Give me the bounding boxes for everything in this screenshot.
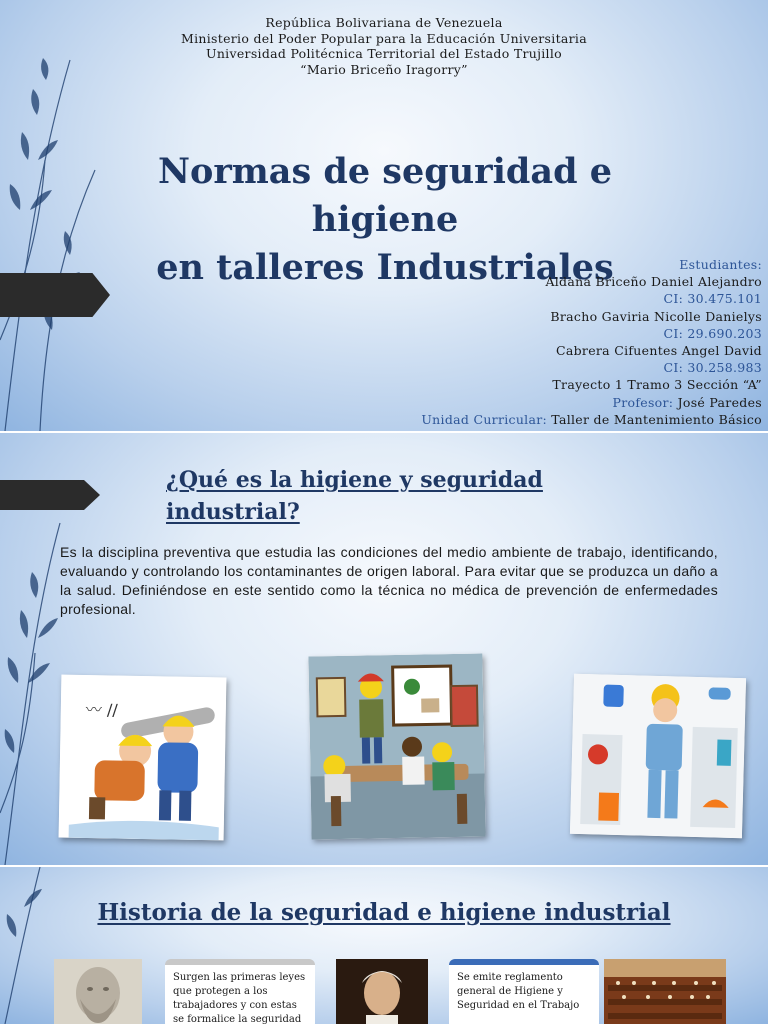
safety-equipment-clipart-image — [570, 674, 746, 838]
student-ci: CI: 30.475.101 — [663, 291, 762, 307]
header-line: Ministerio del Poder Popular para la Educación Universitaria — [181, 30, 587, 46]
safety-training-clipart-image — [308, 653, 485, 839]
students-block — [342, 256, 762, 428]
header-line: “Mario Briceño Iragorry” — [300, 61, 468, 77]
question-title: ¿Qué es la higiene y seguridad industrial? — [166, 467, 543, 525]
unidad-name: Taller de Mantenimiento Básico — [551, 411, 762, 427]
unidad-line — [342, 411, 762, 428]
student-name: Bracho Gaviria Nicolle Danielys — [550, 308, 762, 324]
header-line: República Bolivariana de Venezuela — [265, 15, 503, 30]
unidad-label: Unidad Curricular: — [421, 411, 548, 427]
history-note: Se emite reglamento general de Higiene y Seguridad en el Trabajo — [449, 959, 599, 1024]
profesor-line — [342, 394, 762, 411]
student-name: Cabrera Cifuentes Angel David — [556, 343, 762, 359]
header-line: Universidad Politécnica Territorial del Estado Trujillo — [206, 46, 562, 61]
profesor-label: Profesor: — [612, 394, 674, 410]
workers-clipart-image — [59, 675, 227, 841]
history-note: Surgen las primeras leyes que protegen a los trabajadores y con estas se formalice la seguridad — [165, 959, 315, 1024]
portrait-image — [336, 959, 428, 1024]
svg-text:〰 //: 〰 // — [85, 700, 118, 720]
title-line: Normas de seguridad e higiene — [157, 151, 612, 240]
trayecto: Trayecto 1 Tramo 3 Sección “A” — [552, 377, 762, 393]
definition-slide — [0, 433, 768, 865]
students-label: Estudiantes: — [679, 257, 762, 272]
history-slide — [0, 867, 768, 1024]
student-ci: CI: 29.690.203 — [663, 325, 762, 341]
arrow-tab — [0, 480, 100, 510]
student-name: Aldana Briceño Daniel Alejandro — [545, 274, 762, 290]
profesor-name: José Paredes — [677, 394, 762, 410]
hippocrates-bust-image — [54, 959, 142, 1024]
parliament-image — [604, 959, 726, 1024]
definition-text: Es la disciplina preventiva que estudia las condiciones del medio ambiente de trabajo, identificando, evaluando y controlando los contaminantes de origen laboral. Para evitar que se produzca un daño a la salud. Definiéndose en este sentido como la técnica no médica de prevención de enfermedades profesional. — [60, 544, 718, 617]
institution-header — [0, 15, 768, 77]
title-line: en talleres Industriales — [156, 247, 614, 288]
student-ci: CI: 30.258.983 — [663, 360, 762, 376]
title-slide — [0, 0, 768, 431]
history-title: Historia de la seguridad e higiene industrial — [97, 899, 671, 926]
